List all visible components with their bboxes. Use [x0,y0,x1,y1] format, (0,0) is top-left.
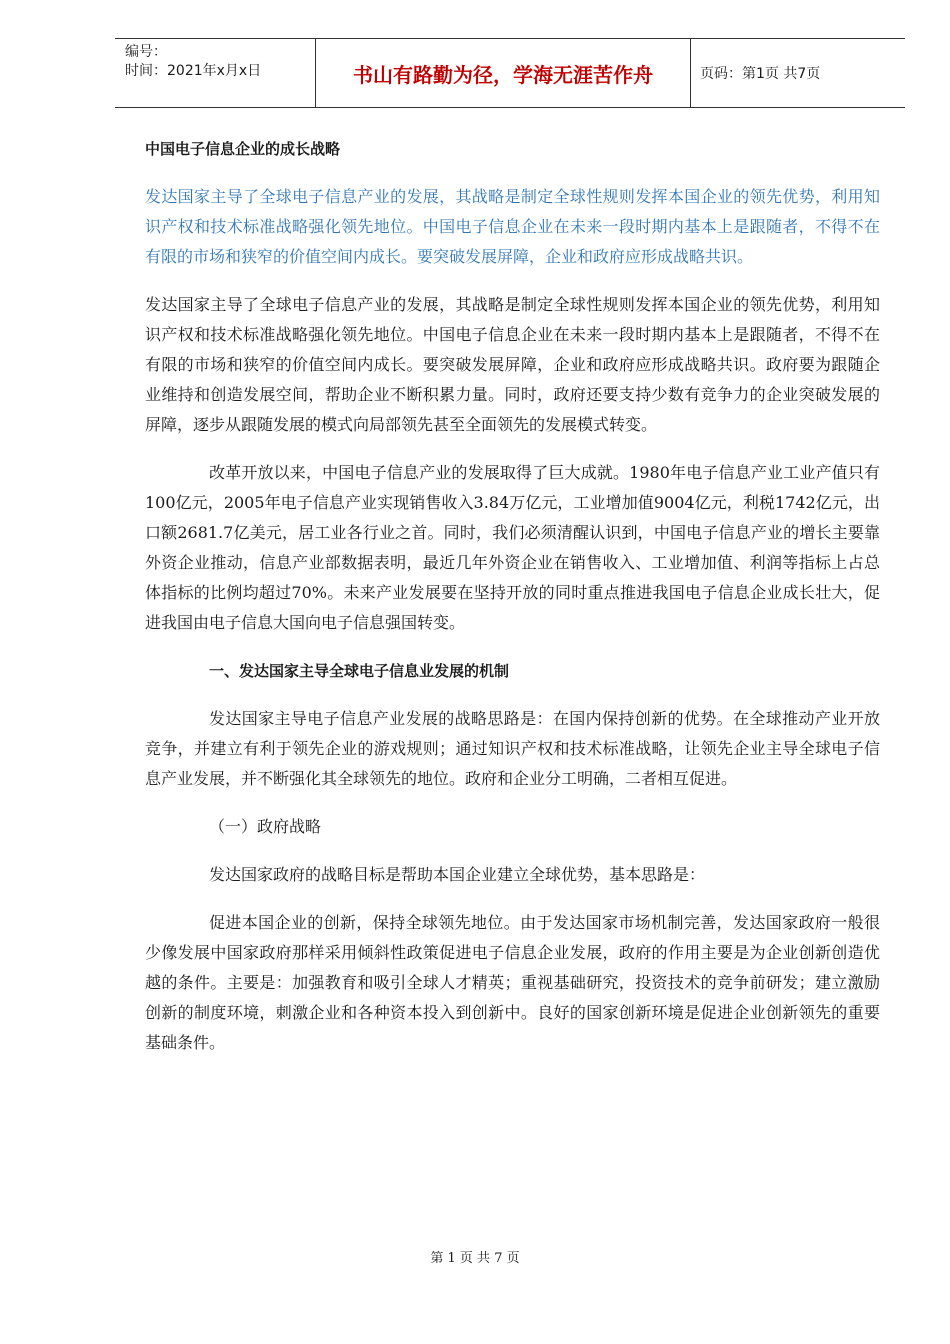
paragraph-3: 发达国家主导电子信息产业发展的战略思路是：在国内保持创新的优势。在全球推动产业开放竞争，并建立有利于领先企业的游戏规则；通过知识产权和技术标准战略，让领先企业主导全球电子信息产业发展，并不断强化其全球领先的地位。政府和企业分工明确，二者相互促进。 [145,709,880,788]
document-title: 中国电子信息企业的成长战略 [145,140,341,158]
header-meta-cell [115,39,316,107]
time-label: 时间：2021年x月x日 [125,63,262,79]
motto-text: 书山有路勤为径，学海无涯苦作舟 [353,62,653,87]
document-body [145,134,880,1076]
summary-paragraph: 发达国家主导了全球电子信息产业的发展，其战略是制定全球性规则发挥本国企业的领先优势，利用知识产权和技术标准战略强化领先地位。中国电子信息企业在未来一段时期内基本上是跟随者，不得不在有限的市场和狭窄的价值空间内成长。要突破发展屏障，企业和政府应形成战略共识。 [145,187,880,266]
paragraph-2: 改革开放以来，中国电子信息产业的发展取得了巨大成就。1980年电子信息产业工业产值只有100亿元，2005年电子信息产业实现销售收入3.84万亿元，工业增加值9004亿元，利税1742亿元，出口额2681.7亿美元，居工业各行业之首。同时，我们必须清醒认识到，中国电子信息产业的增长主要靠外资企业推动，信息产业部数据表明，最近几年外资企业在销售收入、工业增加值、利润等指标上占总体指标的比例均超过70%。未来产业发展要在坚持开放的同时重点推进我国电子信息企业成长壮大，促进我国由电子信息大国向电子信息强国转变。 [145,463,880,632]
subsection-heading-1: （一）政府战略 [209,817,322,836]
serial-number-label: 编号： [125,44,167,60]
section-heading-1: 一、发达国家主导全球电子信息业发展的机制 [209,662,510,680]
footer-page-number: 第 1 页 共 7 页 [430,1251,520,1266]
page-footer [0,1247,950,1266]
paragraph-5: 促进本国企业的创新，保持全球领先地位。由于发达国家市场机制完善，发达国家政府一般很少像发展中国家政府那样采用倾斜性政策促进电子信息企业发展，政府的作用主要是为企业创新创造优越的条件。主要是：加强教育和吸引全球人才精英；重视基础研究，投资技术的竞争前研发；建立激励创新的制度环境，刺激企业和各种资本投入到创新中。良好的国家创新环境是促进企业创新领先的重要基础条件。 [145,913,880,1052]
document-header [115,38,905,108]
header-motto-cell [316,39,691,107]
paragraph-1: 发达国家主导了全球电子信息产业的发展，其战略是制定全球性规则发挥本国企业的领先优势，利用知识产权和技术标准战略强化领先地位。中国电子信息企业在未来一段时期内基本上是跟随者，不得不在有限的市场和狭窄的价值空间内成长。要突破发展屏障，企业和政府应形成战略共识。政府要为跟随企业维持和创造发展空间，帮助企业不断积累力量。同时，政府还要支持少数有竞争力的企业突破发展的屏障，逐步从跟随发展的模式向局部领先甚至全面领先的发展模式转变。 [145,295,880,434]
header-page-cell [691,39,905,107]
page-info: 页码：第1页 共7页 [700,66,821,82]
paragraph-4: 发达国家政府的战略目标是帮助本国企业建立全球优势，基本思路是： [209,865,706,884]
